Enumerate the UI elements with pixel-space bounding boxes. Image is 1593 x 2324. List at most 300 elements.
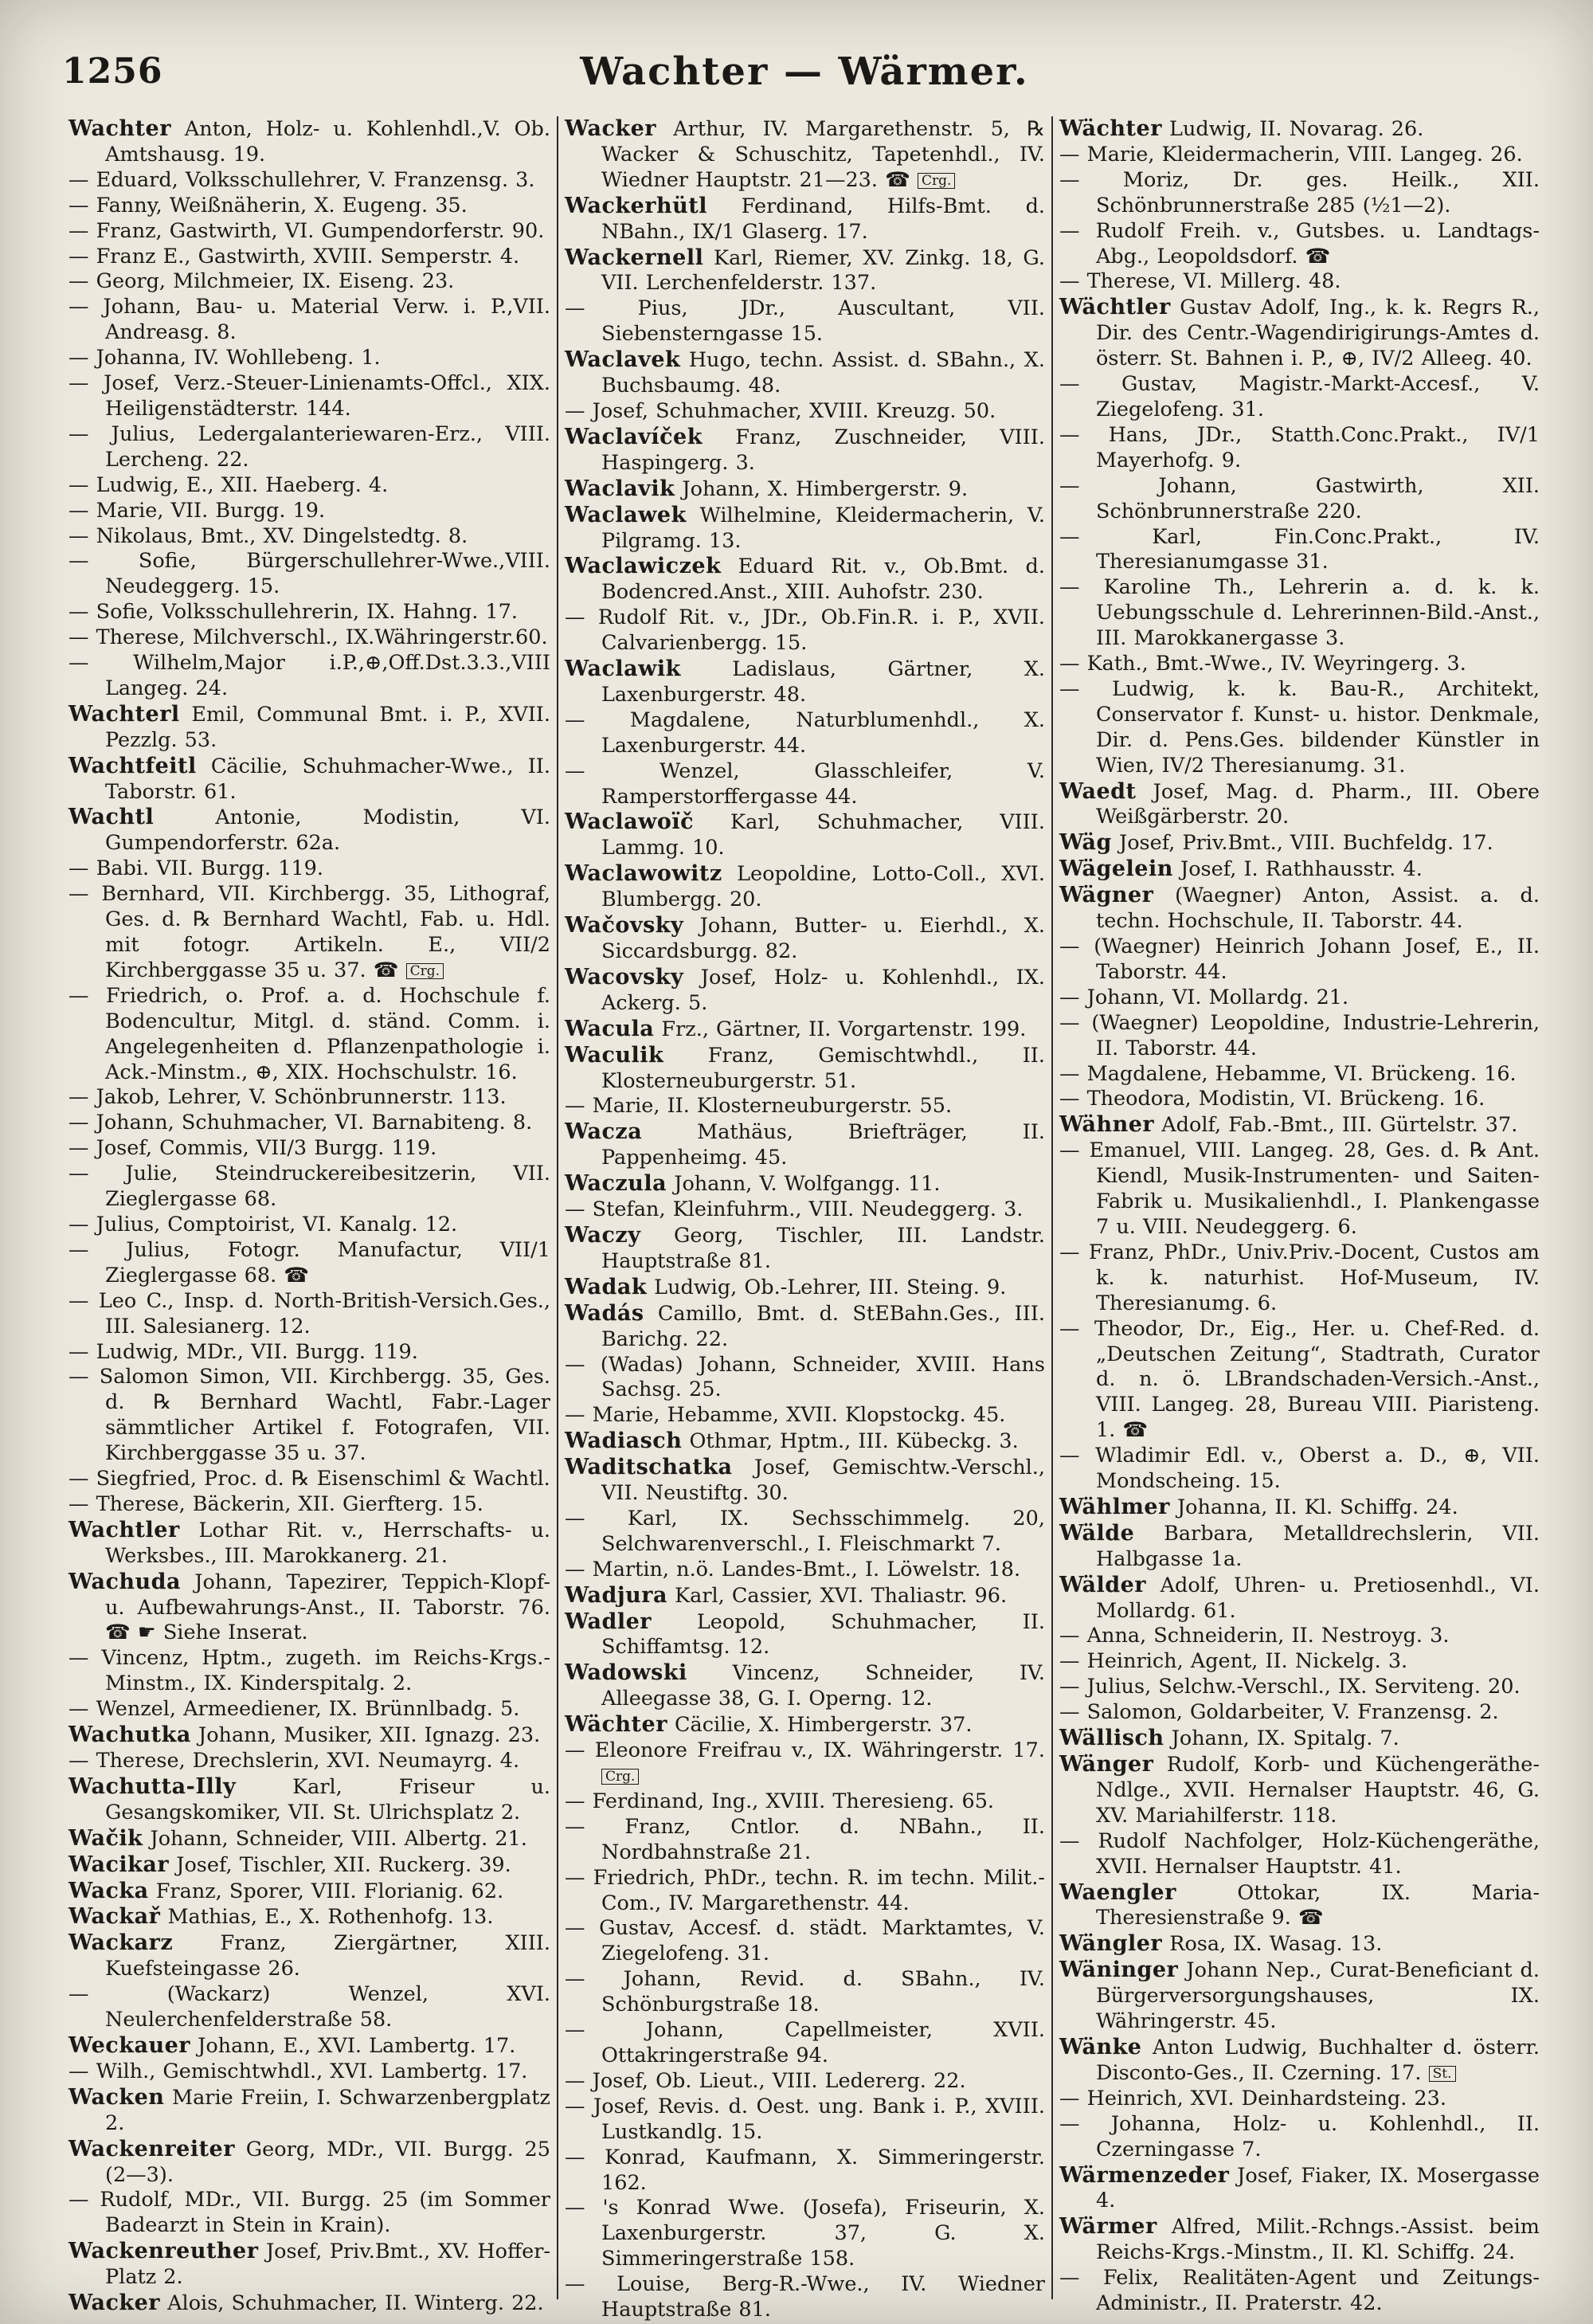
directory-entry bbox=[565, 1017, 1045, 1043]
entry-text: — Johanna, Holz- u. Kohlenhdl., II. Czerningasse 7. bbox=[1059, 2111, 1540, 2161]
directory-entry bbox=[565, 1660, 1045, 1712]
entry-text: — Julie, Steindruckereibesitzerin, VII. Zieglergasse 68. bbox=[68, 1162, 550, 1212]
entry-text: — Martin, n.ö. Landes-Bmt., I. Löwelstr. 18. bbox=[565, 1557, 1021, 1581]
directory-entry bbox=[1059, 168, 1540, 219]
entry-text: — Ludwig, MDr., VII. Burgg. 119. bbox=[68, 1339, 418, 1364]
entry-text: — Hans, JDr., Statth.Conc.Prakt., IV/1 Mayerhofg. 9. bbox=[1059, 422, 1540, 472]
directory-entry bbox=[565, 1558, 1045, 1583]
directory-entry bbox=[68, 1749, 550, 1774]
entry-surname: Wackerhütl bbox=[565, 193, 708, 218]
entry-text: — Emanuel, VIII. Langeg. 28, Ges. d. ℞ Ant. Kiendl, Musik-Instrumenten- und Saiten-Fabrik u. Musikalienhdl., I. Plankengasse 7 u. VIII. Neudeggerg. 6. bbox=[1059, 1138, 1540, 1239]
entry-text: Johann, Tapezirer, Teppich-Klopf- u. Aufbewahrungs-Anst., II. Taborstr. 76. ☎ ☛ Siehe Inserat. bbox=[105, 1570, 550, 1645]
entry-text: — Salomon Simon, VII. Kirchbergg. 35, Ges. d. ℞ Bernhard Wachtl, Fabr.-Lager sämmtlicher Artikel f. Fotografen, VII. Kirchberggasse 35 u. 37. bbox=[68, 1365, 550, 1466]
directory-entry bbox=[565, 347, 1045, 399]
entry-text: Johann, V. Wolfgangg. 11. bbox=[667, 1172, 941, 1197]
directory-entry bbox=[565, 2069, 1045, 2095]
entry-text: — Marie, Kleidermacherin, VIII. Langeg. 26. bbox=[1059, 142, 1523, 167]
directory-entry bbox=[68, 1213, 550, 1238]
directory-entry bbox=[68, 371, 550, 422]
directory-entry bbox=[68, 1879, 550, 1905]
directory-entry bbox=[68, 219, 550, 245]
entry-text: Ludwig, II. Novarag. 26. bbox=[1161, 117, 1424, 141]
directory-entry bbox=[1059, 986, 1540, 1011]
directory-entry bbox=[68, 1365, 550, 1467]
directory-entry bbox=[1059, 372, 1540, 423]
entry-surname: Waclawowitz bbox=[565, 861, 722, 887]
directory-entry bbox=[68, 625, 550, 651]
entry-text: — Josef, Verz.-Steuer-Linienamts-Offcl., XIX. Heiligenstädterstr. 144. bbox=[68, 371, 550, 421]
entry-text: — Julius, Ledergalanteriewaren-Erz., VIII. Lercheng. 22. bbox=[68, 421, 550, 472]
directory-entry bbox=[1059, 575, 1540, 652]
directory-entry bbox=[1059, 1495, 1540, 1521]
entry-text: — Johann, Revid. d. SBahn., IV. Schönburgstraße 18. bbox=[565, 1967, 1045, 2017]
entry-text: — Wladimir Edl. v., Oberst a. D., ⊕, VII. Mondscheing. 15. bbox=[1059, 1444, 1540, 1494]
entry-text: — Louise, Berg-R.-Wwe., IV. Wiedner Hauptstraße 81. bbox=[565, 2272, 1045, 2322]
entry-surname: Waclawik bbox=[565, 656, 681, 682]
directory-entry bbox=[1059, 677, 1540, 779]
directory-entry bbox=[1059, 1011, 1540, 1062]
entry-text: — Konrad, Kaufmann, X. Simmeringerstr. 162. bbox=[565, 2145, 1045, 2195]
entry-text: Ladislaus, Gärtner, X. Laxenburgerstr. 48. bbox=[601, 657, 1045, 707]
entry-text: — Wilh., Gemischtwhdl., XVI. Lambertg. 17. bbox=[68, 2059, 528, 2083]
entry-text: Franz, Gemischtwhdl., II. Klosterneuburgerstr. 51. bbox=[601, 1043, 1045, 1093]
entry-surname: Wackenreuther bbox=[68, 2239, 259, 2264]
entry-text: Mathias, E., X. Rothenhofg. 13. bbox=[160, 1905, 494, 1930]
directory-entry bbox=[1059, 1675, 1540, 1700]
directory-entry bbox=[1059, 2214, 1540, 2266]
entry-text: Franz, Zuschneider, VIII. Haspingerg. 3. bbox=[601, 425, 1045, 475]
directory-entry bbox=[68, 805, 550, 856]
directory-entry bbox=[68, 856, 550, 882]
entry-surname: Waclawek bbox=[565, 502, 687, 527]
directory-entry bbox=[68, 1852, 550, 1879]
directory-entry bbox=[68, 984, 550, 1086]
directory-entry bbox=[68, 1289, 550, 1340]
entry-surname: Wachutka bbox=[68, 1722, 191, 1748]
entry-text: — Karoline Th., Lehrerin a. d. k. k. Uebungsschule d. Lehrerinnen-Bild.-Anst., III. Marokkanergasse 3. bbox=[1059, 575, 1540, 651]
entry-text: (Waegner) Anton, Assist. a. d. techn. Hochschule, II. Taborstr. 44. bbox=[1096, 884, 1540, 934]
directory-entry bbox=[1059, 143, 1540, 168]
entry-tag: Crg. bbox=[601, 1769, 639, 1785]
entry-text: Karl, Friseur u. Gesangskomiker, VII. St. Ulrichsplatz 2. bbox=[105, 1774, 550, 1824]
entry-surname: Wälder bbox=[1059, 1572, 1147, 1597]
directory-entry bbox=[1059, 935, 1540, 986]
directory-entry bbox=[565, 605, 1045, 656]
entry-text: Georg, MDr., VII. Burgg. 25 (2—3). bbox=[105, 2137, 550, 2187]
entry-surname: Waczula bbox=[565, 1171, 667, 1197]
directory-entry bbox=[565, 759, 1045, 810]
entry-text: — Karl, IX. Sechsschimmelg. 20, Selchwarenverschl., I. Fleischmarkt 7. bbox=[565, 1506, 1045, 1556]
directory-entry bbox=[68, 524, 550, 550]
directory-entry bbox=[1059, 856, 1540, 883]
directory-entry bbox=[68, 1930, 550, 1982]
entry-text: — Sofie, Bürgerschullehrer-Wwe.,VIII. Neudeggerg. 15. bbox=[68, 549, 550, 599]
entry-text: — Heinrich, XVI. Deinhardsteing. 23. bbox=[1059, 2086, 1446, 2110]
directory-entry bbox=[1059, 2163, 1540, 2215]
entry-tag: Crg. bbox=[406, 963, 444, 979]
entry-text: — (Wackarz) Wenzel, XVI. Neulerchenfelderstraße 58. bbox=[68, 1982, 550, 2032]
directory-entry bbox=[68, 473, 550, 499]
entry-surname: Weckauer bbox=[68, 2032, 190, 2058]
entry-text: — Therese, Milchverschl., IX.Währingerstr.60. bbox=[68, 625, 548, 650]
directory-entry bbox=[565, 399, 1045, 425]
directory-entry bbox=[1059, 1880, 1540, 1932]
directory-entry bbox=[68, 245, 550, 270]
directory-entry bbox=[565, 1583, 1045, 1609]
directory-entry bbox=[1059, 1112, 1540, 1138]
entry-surname: Waditschatka bbox=[565, 1455, 733, 1480]
directory-entry bbox=[1059, 2266, 1540, 2317]
entry-text: — Felix, Realitäten-Agent und Zeitungs-Administr., II. Praterstr. 42. bbox=[1059, 2266, 1540, 2316]
entry-text: Wilhelmine, Kleidermacherin, V. Pilgramg. 13. bbox=[601, 503, 1045, 553]
column-1 bbox=[62, 116, 557, 2316]
entry-text: Johann, Schneider, VIII. Albertg. 21. bbox=[143, 1826, 527, 1851]
entry-surname: Wachtl bbox=[68, 805, 155, 830]
entry-text: — Julius, Comptoirist, VI. Kanalg. 12. bbox=[68, 1212, 458, 1236]
entry-surname: Wacza bbox=[565, 1119, 643, 1145]
directory-entry bbox=[68, 1238, 550, 1289]
directory-entry bbox=[565, 656, 1045, 708]
entry-text: — Julius, Selchw.-Verschl., IX. Serviteng. 20. bbox=[1059, 1675, 1521, 1699]
entry-text: Karl, Cassier, XVI. Thaliastr. 96. bbox=[667, 1583, 1008, 1608]
entry-text: — Rudolf Freih. v., Gutsbes. u. Landtags-Abg., Leopoldsdorf. ☎ bbox=[1059, 218, 1540, 268]
entry-surname: Wacka bbox=[68, 1878, 149, 1903]
column-2 bbox=[557, 116, 1051, 2322]
entry-text: — Marie, II. Klosterneuburgerstr. 55. bbox=[565, 1094, 953, 1119]
directory-entry bbox=[1059, 830, 1540, 856]
directory-entry bbox=[1059, 1087, 1540, 1112]
entry-text: Ludwig, Ob.-Lehrer, III. Steing. 9. bbox=[647, 1275, 1007, 1299]
entry-text: — Rudolf Nachfolger, Holz-Küchengeräthe, XVII. Hernalser Hauptstr. 41. bbox=[1059, 1828, 1540, 1879]
entry-text: — Salomon, Goldarbeiter, V. Franzensg. 2. bbox=[1059, 1700, 1499, 1725]
directory-entry bbox=[565, 2272, 1045, 2323]
entry-text: Johann, X. Himbergerstr. 9. bbox=[675, 476, 969, 501]
entry-text: Josef, Priv.Bmt., VIII. Buchfeldg. 17. bbox=[1111, 831, 1493, 856]
entry-text: — Johanna, IV. Wohllebeng. 1. bbox=[68, 346, 381, 370]
directory-entry bbox=[1059, 423, 1540, 474]
entry-text: — Rudolf Rit. v., JDr., Ob.Fin.R. i. P., XVII. Calvarienbergg. 15. bbox=[565, 605, 1045, 656]
entry-text: Johann, Butter- u. Eierhdl., X. Siccardsburgg. 82. bbox=[601, 914, 1045, 963]
directory-entry bbox=[565, 1119, 1045, 1171]
directory-entry bbox=[565, 554, 1045, 605]
entry-surname: Waclawoïč bbox=[565, 809, 695, 835]
entry-surname: Waclawiczek bbox=[565, 554, 722, 579]
entry-text: — Eduard, Volksschullehrer, V. Franzensg. 3. bbox=[68, 167, 535, 192]
entry-surname: Wänger bbox=[1059, 1752, 1154, 1777]
directory-entry bbox=[565, 1455, 1045, 1507]
entry-text: — Gustav, Accesf. d. städt. Marktamtes, V. Ziegelofeng. 31. bbox=[565, 1916, 1045, 1966]
entry-text: — Johann, Gastwirth, XII. Schönbrunnerstraße 220. bbox=[1059, 473, 1540, 523]
entry-text: — (Waegner) Leopoldine, Industrie-Lehrerin, II. Taborstr. 44. bbox=[1059, 1010, 1540, 1060]
entry-text: Cäcilie, X. Himbergerstr. 37. bbox=[667, 1713, 973, 1738]
entry-surname: Wachtler bbox=[68, 1517, 180, 1542]
directory-entry bbox=[68, 346, 550, 371]
entry-text: — Johann, Schuhmacher, VI. Barnabiteng. 8. bbox=[68, 1111, 533, 1135]
entry-text: — Wilhelm,Major i.P.,⊕,Off.Dst.3.3.,VIII Langeg. 24. bbox=[68, 651, 550, 700]
page-number: 1256 bbox=[62, 51, 163, 92]
entry-text: Leopold, Schuhmacher, II. Schiffamtsg. 12. bbox=[601, 1609, 1045, 1660]
entry-text: Alfred, Milit.-Rchngs.-Assist. beim Reichs-Krgs.-Minstm., II. Kl. Schiffg. 24. bbox=[1096, 2215, 1540, 2265]
entry-text: — Josef, Revis. d. Oest. ung. Bank i. P., XVIII. Lustkandlg. 15. bbox=[565, 2094, 1045, 2144]
entry-surname: Wackenreiter bbox=[68, 2136, 235, 2161]
directory-entry bbox=[68, 2239, 550, 2291]
directory-entry bbox=[565, 1197, 1045, 1223]
entry-surname: Wachter bbox=[68, 116, 171, 141]
entry-text: Hugo, techn. Assist. d. SBahn., X. Buchsbaumg. 48. bbox=[601, 348, 1045, 398]
entry-text: — Siegfried, Proc. d. ℞ Eisenschiml & Wachtl. bbox=[68, 1467, 550, 1491]
directory-entry bbox=[1059, 2087, 1540, 2112]
directory-entry bbox=[68, 2291, 550, 2317]
directory-entry bbox=[68, 1518, 550, 1570]
directory-entry bbox=[68, 754, 550, 805]
directory-entry bbox=[1059, 269, 1540, 295]
entry-text: — Julius, Fotogr. Manufactur, VII/1 Zieglergasse 68. ☎ bbox=[68, 1237, 550, 1287]
entry-text: Franz, Sporer, VIII. Florianig. 62. bbox=[148, 1879, 504, 1903]
entry-text: — Eleonore Freifrau v., IX. Währingerstr. 17. bbox=[565, 1738, 1045, 1763]
directory-entry bbox=[1059, 1240, 1540, 1317]
entry-surname: Wadler bbox=[565, 1609, 652, 1634]
directory-entry bbox=[565, 1043, 1045, 1095]
entry-text: — (Waegner) Heinrich Johann Josef, E., II. Taborstr. 44. bbox=[1059, 935, 1540, 984]
directory-entry bbox=[565, 2146, 1045, 2197]
entry-text: Josef, Gemischtw.-Verschl., VII. Neustiftg. 30. bbox=[601, 1456, 1045, 1506]
entry-text: — Therese, Bäckerin, XII. Gierfterg. 15. bbox=[68, 1491, 483, 1516]
entry-surname: Waedt bbox=[1059, 778, 1137, 804]
entry-text: — Gustav, Magistr.-Markt-Accesf., V. Ziegelofeng. 31. bbox=[1059, 372, 1540, 421]
running-title: Wachter — Wärmer. bbox=[580, 49, 1029, 94]
entry-text: — Theodora, Modistin, VI. Brückeng. 16. bbox=[1059, 1087, 1485, 1111]
entry-surname: Wärmenzeder bbox=[1059, 2162, 1230, 2188]
directory-entry bbox=[68, 2085, 550, 2137]
entry-text: — Johann, VI. Mollardg. 21. bbox=[1059, 985, 1349, 1009]
entry-text: — Therese, VI. Millerg. 48. bbox=[1059, 269, 1341, 294]
entry-text: — Heinrich, Agent, II. Nickelg. 3. bbox=[1059, 1649, 1408, 1674]
directory-entry bbox=[565, 965, 1045, 1017]
directory-entry bbox=[68, 295, 550, 346]
entry-surname: Wacker bbox=[565, 116, 657, 141]
entry-surname: Wängler bbox=[1059, 1931, 1163, 1957]
directory-entry bbox=[68, 2033, 550, 2059]
entry-text: — Stefan, Kleinfuhrm., VIII. Neudeggerg. 3. bbox=[565, 1197, 1024, 1222]
directory-entry bbox=[565, 913, 1045, 965]
directory-entry bbox=[1059, 1138, 1540, 1240]
entry-text: Alois, Schuhmacher, II. Winterg. 22. bbox=[160, 2291, 544, 2316]
entry-text: Gustav Adolf, Ing., k. k. Regrs R., Dir. des Centr.-Wagendirigirungs-Amtes d. österr. St. Bahnen i. P., ⊕, IV/2 Alleeg. 40. bbox=[1096, 296, 1540, 371]
page-header bbox=[62, 46, 1547, 116]
entry-surname: Wacovsky bbox=[565, 964, 684, 990]
entry-text: — Ludwig, E., XII. Haeberg. 4. bbox=[68, 472, 389, 497]
entry-surname: Wacula bbox=[565, 1016, 655, 1041]
directory-entry bbox=[1059, 295, 1540, 372]
directory-entry bbox=[565, 503, 1045, 555]
entry-text: — Georg, Milchmeier, IX. Eiseng. 23. bbox=[68, 269, 455, 294]
entry-surname: Wäninger bbox=[1059, 1958, 1179, 1983]
directory-entry bbox=[68, 194, 550, 219]
entry-text: — Johann, Bau- u. Material Verw. i. P.,VII. Andreasg. 8. bbox=[68, 295, 550, 345]
entry-surname: Wadiasch bbox=[565, 1428, 683, 1454]
entry-text: Ferdinand, Hilfs-Bmt. d. NBahn., IX/1 Glaserg. 17. bbox=[601, 194, 1045, 244]
entry-text: — Josef, Schuhmacher, XVIII. Kreuzg. 50. bbox=[565, 398, 996, 423]
entry-surname: Wächtler bbox=[1059, 295, 1171, 320]
entry-text: — Moriz, Dr. ges. Heilk., XII. Schönbrunnerstraße 285 (½1—2). bbox=[1059, 167, 1540, 218]
directory-entry bbox=[68, 1826, 550, 1852]
entry-text: Anton, Holz- u. Kohlenhdl.,V. Ob. Amtshausg. 19. bbox=[105, 117, 550, 167]
directory-entry bbox=[68, 116, 550, 168]
directory-entry bbox=[68, 2059, 550, 2085]
entry-tag: Crg. bbox=[918, 173, 955, 189]
entry-text: — Wenzel, Armeediener, IX. Brünnlbadg. 5. bbox=[68, 1697, 520, 1722]
entry-text: Antonie, Modistin, VI. Gumpendorferstr. 62a. bbox=[105, 805, 550, 856]
directory-entry bbox=[565, 2196, 1045, 2272]
entry-text: Josef, Mag. d. Pharm., III. Obere Weißgärberstr. 20. bbox=[1096, 779, 1540, 829]
entry-surname: Wachuda bbox=[68, 1569, 182, 1594]
directory-entry bbox=[68, 269, 550, 295]
directory-entry bbox=[565, 116, 1045, 194]
entry-text: — Franz, Cntlor. d. NBahn., II. Nordbahnstraße 21. bbox=[565, 1814, 1045, 1864]
directory-entry bbox=[565, 2018, 1045, 2069]
directory-entry bbox=[1059, 1573, 1540, 1624]
directory-entry bbox=[1059, 1958, 1540, 2035]
entry-text: Emil, Communal Bmt. i. P., XVII. Pezzlg. 53. bbox=[105, 702, 550, 752]
entry-text: Franz, Ziergärtner, XIII. Kuefsteingasse 26. bbox=[105, 1931, 550, 1981]
entry-text: — Magdalene, Hebamme, VI. Brückeng. 16. bbox=[1059, 1061, 1517, 1086]
directory-entry bbox=[565, 1916, 1045, 1967]
entry-surname: Waczy bbox=[565, 1222, 641, 1248]
directory-entry bbox=[68, 1340, 550, 1366]
directory-entry bbox=[565, 861, 1045, 913]
directory-entry bbox=[68, 549, 550, 600]
entry-text: Georg, Tischler, III. Landstr. Hauptstraße 81. bbox=[601, 1223, 1045, 1273]
entry-surname: Wähner bbox=[1059, 1112, 1155, 1138]
directory-entry bbox=[1059, 1829, 1540, 1880]
entry-text: — Ferdinand, Ing., XVIII. Theresieng. 65. bbox=[565, 1789, 995, 1813]
entry-text: Othmar, Hptm., III. Kübeckg. 3. bbox=[682, 1429, 1019, 1454]
entry-text: — Magdalene, Naturblumenhdl., X. Laxenburgerstr. 44. bbox=[565, 707, 1045, 758]
entry-text: — Karl, Fin.Conc.Prakt., IV. Theresianumgasse 31. bbox=[1059, 524, 1540, 574]
directory-entry bbox=[1059, 652, 1540, 677]
entry-surname: Wadjura bbox=[565, 1582, 667, 1608]
entry-text: — Pius, JDr., Auscultant, VII. Siebensterngasse 15. bbox=[565, 296, 1045, 347]
directory-entry bbox=[1059, 1700, 1540, 1726]
directory-entry bbox=[68, 1646, 550, 1697]
directory-entry bbox=[68, 1492, 550, 1518]
directory-entry bbox=[1059, 1521, 1540, 1573]
entry-text: Eduard Rit. v., Ob.Bmt. d. Bodencred.Anst., XIII. Auhofstr. 230. bbox=[601, 555, 1045, 605]
entry-text: Arthur, IV. Margarethenstr. 5, ℞ Wacker & Schuschitz, Tapetenhdl., IV. Wiedner Hauptstr. 21—23. ☎ bbox=[601, 117, 1045, 192]
entry-text: Karl, Riemer, XV. Zinkg. 18, G. VII. Lerchenfelderstr. 137. bbox=[601, 245, 1045, 296]
columns bbox=[62, 116, 1547, 2322]
directory-entry bbox=[565, 1609, 1045, 1661]
directory-entry bbox=[565, 1712, 1045, 1738]
directory-entry bbox=[565, 1866, 1045, 1917]
entry-surname: Wählmer bbox=[1059, 1494, 1170, 1519]
entry-text: Adolf, Fab.-Bmt., III. Gürtelstr. 37. bbox=[1154, 1113, 1518, 1138]
directory-entry bbox=[565, 194, 1045, 245]
entry-text: Josef, I. Rathhausstr. 4. bbox=[1172, 857, 1423, 882]
entry-surname: Wadak bbox=[565, 1274, 648, 1299]
directory-entry bbox=[565, 809, 1045, 861]
directory-entry bbox=[68, 1904, 550, 1930]
directory-entry bbox=[68, 1982, 550, 2033]
entry-text: — Franz, Gastwirth, VI. Gumpendorferstr. 90. bbox=[68, 218, 545, 243]
entry-text: — Therese, Drechslerin, XVI. Neumayrg. 4. bbox=[68, 1749, 520, 1773]
entry-text: — Vincenz, Hptm., zugeth. im Reichs-Krgs.-Minstm., IX. Kinderspitalg. 2. bbox=[68, 1646, 550, 1696]
entry-text: Cäcilie, Schuhmacher-Wwe., II. Taborstr. 61. bbox=[105, 754, 550, 804]
directory-entry bbox=[68, 651, 550, 702]
entry-surname: Wägner bbox=[1059, 883, 1154, 908]
entry-surname: Wäg bbox=[1059, 830, 1112, 856]
entry-text: — Bernhard, VII. Kirchbergg. 35, Lithograf, Ges. d. ℞ Bernhard Wachtl, Fab. u. Hdl. mit fotogr. Artikeln. E., VII/2 Kirchberggasse 35 u. 37. ☎ bbox=[68, 882, 550, 982]
directory-entry bbox=[565, 708, 1045, 759]
entry-text: — Marie, Hebamme, XVII. Klopstockg. 45. bbox=[565, 1403, 1006, 1428]
directory-entry bbox=[565, 1275, 1045, 1301]
entry-text: — Franz, PhDr., Univ.Priv.-Docent, Custos am k. k. naturhist. Hof-Museum, IV. Theresianumg. 6. bbox=[1059, 1240, 1540, 1315]
entry-text: Barbara, Metalldrechslerin, VII. Halbgasse 1a. bbox=[1096, 1521, 1540, 1571]
directory-entry bbox=[1059, 883, 1540, 935]
entry-surname: Wälde bbox=[1059, 1520, 1135, 1546]
directory-entry bbox=[68, 882, 550, 984]
directory-entry bbox=[1059, 1931, 1540, 1958]
entry-surname: Wadowski bbox=[565, 1660, 687, 1686]
entry-surname: Wächter bbox=[1059, 116, 1162, 141]
entry-text: — Anna, Schneiderin, II. Nestroyg. 3. bbox=[1059, 1624, 1450, 1648]
directory-entry bbox=[68, 1085, 550, 1111]
directory-entry bbox=[1059, 474, 1540, 525]
entry-text: Ottokar, IX. Maria-Theresienstraße 9. ☎ bbox=[1096, 1880, 1540, 1930]
directory-entry bbox=[68, 1774, 550, 1826]
directory-entry bbox=[68, 600, 550, 625]
entry-surname: Wackař bbox=[68, 1904, 161, 1930]
directory-entry bbox=[1059, 1649, 1540, 1675]
directory-entry bbox=[565, 2095, 1045, 2146]
entry-text: Johann, E., XVI. Lambertg. 17. bbox=[190, 2033, 516, 2058]
directory-entry bbox=[1059, 1062, 1540, 1088]
directory-entry bbox=[68, 1467, 550, 1492]
directory-entry bbox=[68, 1722, 550, 1749]
entry-text: Rosa, IX. Wasag. 13. bbox=[1162, 1932, 1383, 1957]
directory-entry bbox=[1059, 1624, 1540, 1649]
entry-text: Karl, Schuhmacher, VIII. Lammg. 10. bbox=[601, 810, 1045, 860]
entry-text: Josef, Tischler, XII. Ruckerg. 39. bbox=[169, 1852, 511, 1877]
directory-entry bbox=[68, 1111, 550, 1136]
entry-surname: Wacker bbox=[68, 2291, 161, 2316]
entry-surname: Wackernell bbox=[565, 245, 704, 270]
entry-text: — 's Konrad Wwe. (Josefa), Friseurin, X. Laxenburgerstr. 37, G. X. Simmeringerstraße 158. bbox=[565, 2196, 1045, 2271]
entry-text: — Leo C., Insp. d. North-British-Versich.Ges., III. Salesianerg. 12. bbox=[68, 1288, 550, 1338]
entry-surname: Waclavik bbox=[565, 476, 675, 501]
entry-text: Leopoldine, Lotto-Coll., XVI. Blumbergg. 20. bbox=[601, 862, 1045, 912]
directory-entry bbox=[565, 296, 1045, 347]
directory-entry bbox=[565, 1223, 1045, 1275]
entry-surname: Wačik bbox=[68, 1825, 143, 1851]
entry-text: Lothar Rit. v., Herrschafts- u. Werksbes., III. Marokkanerg. 21. bbox=[105, 1518, 550, 1568]
entry-surname: Wackarz bbox=[68, 1930, 174, 1956]
entry-text: — Theodor, Dr., Eig., Her. u. Chef-Red. d. „Deutschen Zeitung“, Stadtrath, Curator d. n. ö. LBrandschaden-Versich.-Anst., VIII. Langeg. 28, Bureau VIII. Piaristeng. 1. ☎ bbox=[1059, 1316, 1540, 1443]
directory-entry bbox=[1059, 219, 1540, 270]
entry-text: Anton Ludwig, Buchhalter d. österr. Disconto-Ges., II. Czerning. 17. bbox=[1096, 2035, 1540, 2085]
entry-surname: Wadás bbox=[565, 1300, 644, 1326]
entry-text: — Kath., Bmt.-Wwe., IV. Weyringerg. 3. bbox=[1059, 652, 1466, 676]
entry-text: Marie Freiin, I. Schwarzenbergplatz 2. bbox=[105, 2085, 550, 2135]
entry-text: Josef, Holz- u. Kohlenhdl., IX. Ackerg. 5. bbox=[601, 965, 1045, 1015]
entry-text: — Josef, Ob. Lieut., VIII. Ledererg. 22. bbox=[565, 2068, 966, 2093]
directory-entry bbox=[68, 702, 550, 754]
entry-text: Adolf, Uhren- u. Pretiosenhdl., VI. Mollardg. 61. bbox=[1096, 1573, 1540, 1623]
directory-entry bbox=[1059, 1752, 1540, 1829]
directory-entry bbox=[68, 1570, 550, 1647]
entry-text: Rudolf, Korb- und Küchengeräthe-Ndlge., XVII. Hernalser Hauptstr. 46, G. XV. Mariahilferstr. 118. bbox=[1096, 1753, 1540, 1828]
directory-entry bbox=[68, 1162, 550, 1213]
